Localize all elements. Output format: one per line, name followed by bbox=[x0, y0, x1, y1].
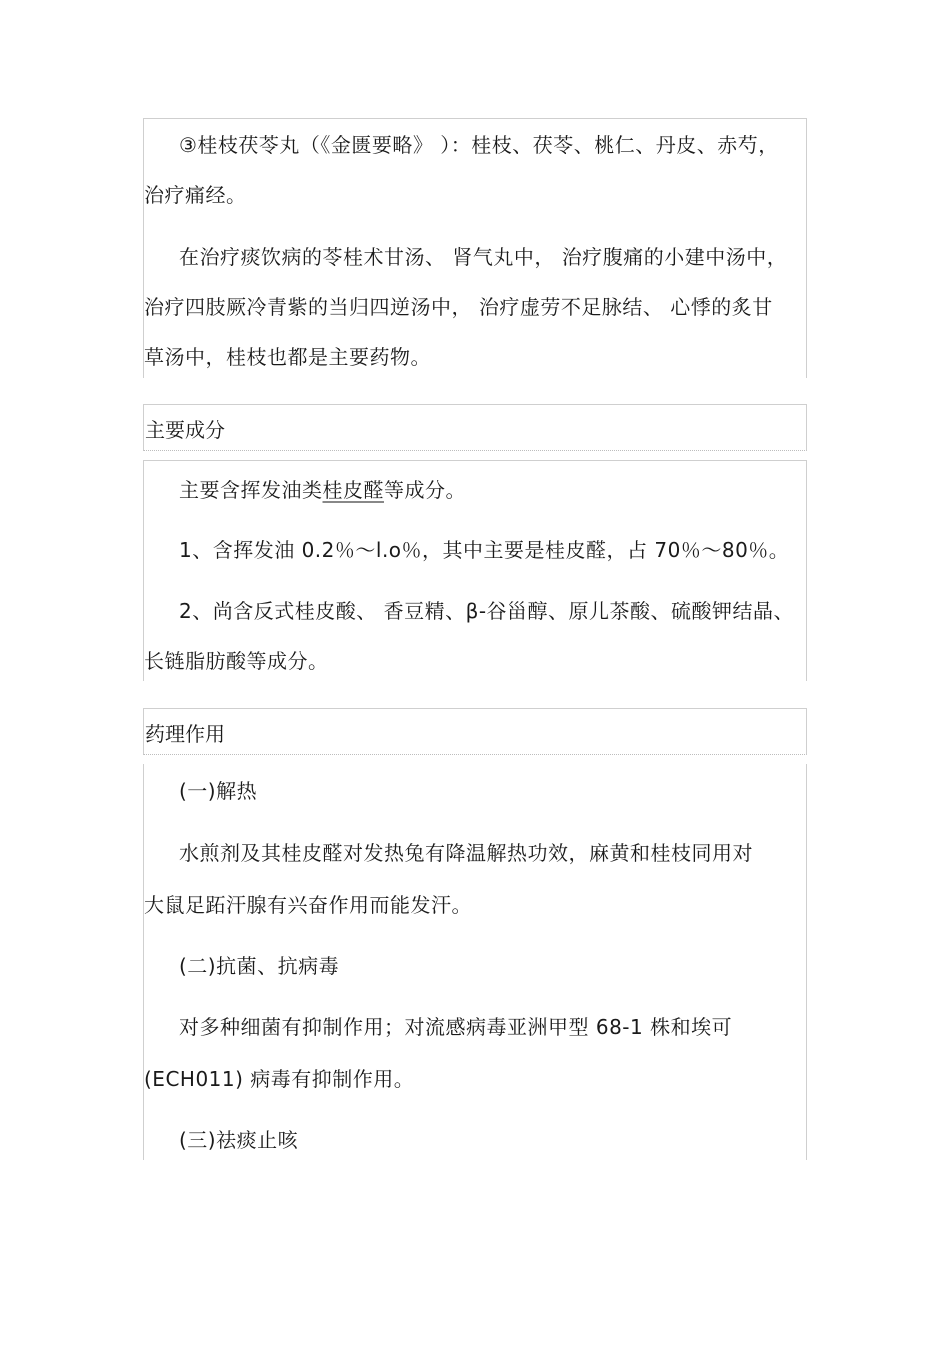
section-heading-pharmacology: 药理作用 bbox=[145, 722, 225, 746]
subheading-antipyretic: (一)解热 bbox=[179, 779, 258, 803]
paragraph-formulas-line-1: 在治疗痰饮病的苓桂术甘汤、 肾气丸中， 治疗腹痛的小建中汤中， bbox=[179, 245, 788, 269]
paragraph-antibacterial-line-2: (ECH011) 病毒有抑制作用。 bbox=[144, 1067, 415, 1091]
section-heading-ingredients: 主要成分 bbox=[145, 418, 225, 442]
text-main-components-post: 等成分。 bbox=[384, 478, 466, 502]
paragraph-other-components-line-1: 2、尚含反式桂皮酸、 香豆精、β-谷甾醇、原儿茶酸、硫酸钾结晶、 bbox=[179, 599, 795, 623]
subheading-expectorant: (三)祛痰止咳 bbox=[179, 1128, 299, 1152]
text-block-2 bbox=[143, 460, 807, 681]
paragraph-antipyretic-line-2: 大鼠足跖汗腺有兴奋作用而能发汗。 bbox=[144, 893, 472, 917]
text-block-3 bbox=[143, 764, 807, 1160]
paragraph-guizhi-fuling-line-2: 治疗痛经。 bbox=[144, 183, 247, 207]
text-block-1 bbox=[143, 118, 807, 378]
subheading-antibacterial: (二)抗菌、抗病毒 bbox=[179, 954, 340, 978]
paragraph-antipyretic-line-1: 水煎剂及其桂皮醛对发热兔有降温解热功效，麻黄和桂枝同用对 bbox=[179, 841, 753, 865]
section-heading-box-ingredients bbox=[143, 404, 807, 451]
paragraph-antibacterial-line-1: 对多种细菌有抑制作用；对流感病毒亚洲甲型 68-1 株和埃可 bbox=[179, 1015, 733, 1039]
text-cinnamaldehyde-underlined: 桂皮醛 bbox=[322, 478, 384, 502]
paragraph-main-components bbox=[144, 477, 806, 503]
paragraph-guizhi-fuling-line-1: ③桂枝茯苓丸（《金匮要略》 ）：桂枝、茯苓、桃仁、丹皮、赤芍， bbox=[179, 133, 779, 157]
paragraph-formulas-line-3: 草汤中，桂枝也都是主要药物。 bbox=[144, 345, 431, 369]
text-main-components-pre: 主要含挥发油类 bbox=[179, 478, 323, 502]
paragraph-other-components-line-2: 长链脂肪酸等成分。 bbox=[144, 649, 329, 673]
paragraph-volatile-oil: 1、含挥发油 0.2％～l.o％，其中主要是桂皮醛，占 70％～80％。 bbox=[179, 538, 790, 562]
section-heading-box-pharmacology bbox=[143, 708, 807, 755]
paragraph-formulas-line-2: 治疗四肢厥冷青紫的当归四逆汤中， 治疗虚劳不足脉结、 心悸的炙甘 bbox=[144, 295, 773, 319]
